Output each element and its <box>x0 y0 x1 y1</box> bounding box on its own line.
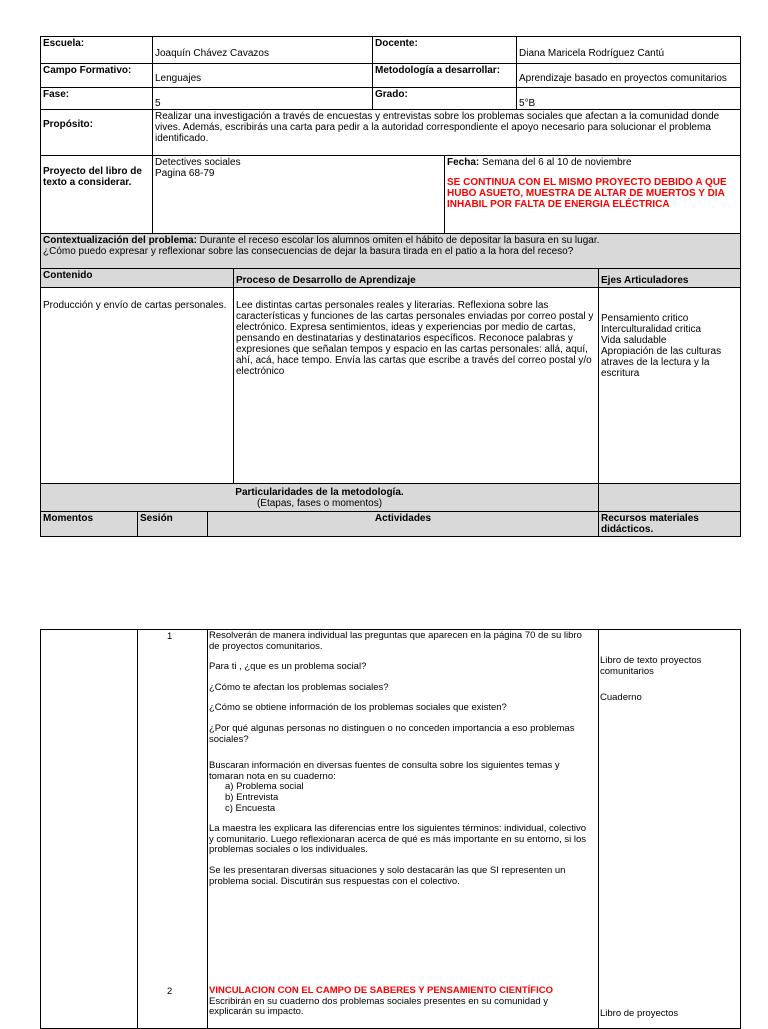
contexto-value: Durante el receso escolar los alumnos omiten el hábito de depositar la basura en su lugar. <box>196 235 600 246</box>
session1-resource: Libro de texto proyectos comunitarios <box>600 655 702 677</box>
activity-paragraph: Se les presentaran diversas situaciones y solo destacarán las que SI representen un problema social. Discutirán sus respuestas con el colectivo. <box>209 864 566 887</box>
metodologia-title-cell <box>40 483 599 512</box>
docente-label: Docente: <box>372 36 517 64</box>
metodologia-value: Aprendizaje basado en proyectos comunitarios <box>516 63 741 88</box>
session-number: 2 <box>167 986 173 997</box>
campo-label: Campo Formativo: <box>40 63 153 88</box>
proceso-cell: Lee distintas cartas personales reales y literarias. Reflexiona sobre las características y funciones de las cartas personales enviadas por correo postal y electrónico. Expresa sentimientos, ideas y experiencias por medio de cartas, pensando en destinatarias y destinatarios específicos. Reconoce palabras y expresiones que señalan tempos y espacio en las cartas personales: allá, aquí, ahí, acá, hace tempo. Envía las cartas que escribe a través del correo postal y/o electrónico <box>233 287 599 484</box>
eje-item: Apropiación de las culturas atraves de la lectura y la escritura <box>601 346 722 379</box>
docente-value: Diana Maricela Rodríguez Cantú <box>516 36 741 64</box>
contexto-label: Contextualización del problema: <box>43 235 197 246</box>
col-ejes-header: Ejes Articuladores <box>598 268 741 288</box>
activity-paragraph: Escribirán en su cuaderno dos problemas sociales presentes en su comunidad y explicarán su impacto. <box>209 995 549 1018</box>
contenido-cell: Producción y envío de cartas personales. <box>40 287 234 484</box>
col-proceso-header: Proceso de Desarrollo de Aprendizaje <box>233 268 599 288</box>
metodologia-title-blank <box>598 483 741 512</box>
fecha-cell <box>444 155 741 234</box>
eje-item: Interculturalidad critica <box>601 324 702 335</box>
recursos-column <box>598 629 741 1029</box>
proposito-value: Realizar una investigación a través de encuestas y entrevistas sobre los problemas sociales que afectan a la comunidad donde vives. Además, escribirás una carta para pedir a la autoridad correspondiente el apoyo necesario para solucionar el problema identificado. <box>152 109 741 156</box>
escuela-label: Escuela: <box>40 36 153 64</box>
col-sesion-header: Sesión <box>137 511 208 537</box>
sesion-column <box>137 629 208 1029</box>
fase-value: 5 <box>152 87 373 110</box>
list-item: a) Problema social <box>225 781 304 793</box>
session-number: 1 <box>167 631 173 642</box>
list-item: c) Encuesta <box>225 802 276 814</box>
col-actividades-header: Actividades <box>207 511 599 537</box>
campo-value: Lenguajes <box>152 63 373 88</box>
grado-label: Grado: <box>372 87 517 110</box>
activity-paragraph: Resolverán de manera individual las preguntas que aparecen en la página 70 de su libro de proyectos comunitarios. <box>209 630 582 652</box>
col-recursos-header: Recursos materiales didácticos. <box>598 511 741 537</box>
proyecto-pages: Pagina 68-79 <box>155 168 215 179</box>
session2-activities <box>209 986 593 1018</box>
fase-label: Fase: <box>40 87 153 110</box>
activity-question: ¿Cómo te afectan los problemas sociales? <box>209 681 389 693</box>
session1-activities <box>209 631 593 887</box>
activity-question: ¿Cómo se obtiene información de los problemas sociales que existen? <box>209 702 507 714</box>
proposito-label: Propósito: <box>40 109 153 156</box>
metodologia-subtitle: (Etapas, fases o momentos) <box>256 498 383 509</box>
activity-paragraph: La maestra les explicara las diferencias entre los siguientes términos: individual, colectivo y comunitario. Luego reflexionaran acerca de qué es más importante en su entorno, si los problemas sociales o los individuales. <box>209 823 587 856</box>
activity-question: Para ti , ¿que es un problema social? <box>209 661 367 673</box>
proyecto-cell <box>152 155 445 234</box>
eje-item: Pensamiento critico <box>601 313 689 324</box>
contexto-cell <box>40 233 741 269</box>
session2-link-title: VINCULACION CON EL CAMPO DE SABERES Y PENSAMIENTO CIENTÍFICO <box>209 985 553 996</box>
eje-item: Vida saludable <box>601 335 667 346</box>
activity-question: ¿Por qué algunas personas no distinguen o no conceden importancia a eso problemas sociales? <box>209 722 575 745</box>
session2-resource: Libro de proyectos <box>600 1008 679 1019</box>
metodologia-title: Particularidades de la metodología. <box>235 487 404 498</box>
metodologia-label: Metodología a desarrollar: <box>372 63 517 88</box>
fecha-note: SE CONTINUA CON EL MISMO PROYECTO DEBIDO A QUE HUBO ASUETO, MUESTRA DE ALTAR DE MUERTOS Y DIA INHABIL POR FALTA DE ENERGIA ELÉCTRICA <box>447 177 727 210</box>
activity-list <box>209 782 593 814</box>
col-momentos-header: Momentos <box>40 511 138 537</box>
proyecto-title: Detectives sociales <box>155 157 241 168</box>
session1-resource: Cuaderno <box>600 692 642 703</box>
fecha-value: Semana del 6 al 10 de noviembre <box>479 157 632 168</box>
proyecto-label: Proyecto del libro de texto a considerar. <box>40 155 153 234</box>
momentos-column <box>40 629 138 1029</box>
contexto-question: ¿Cómo puedo expresar y reflexionar sobre las consecuencias de dejar la basura tirada en el patio a la hora del receso? <box>43 246 574 257</box>
ejes-cell <box>598 287 741 484</box>
list-item: b) Entrevista <box>225 791 279 803</box>
grado-value: 5°B <box>516 87 741 110</box>
col-contenido-header: Contenido <box>40 268 234 288</box>
fecha-label: Fecha: <box>447 157 480 168</box>
activity-paragraph: Buscaran información en diversas fuentes de consulta sobre los siguientes temas y tomaran nota en su cuaderno: <box>209 760 560 782</box>
escuela-value: Joaquín Chávez Cavazos <box>152 36 373 64</box>
